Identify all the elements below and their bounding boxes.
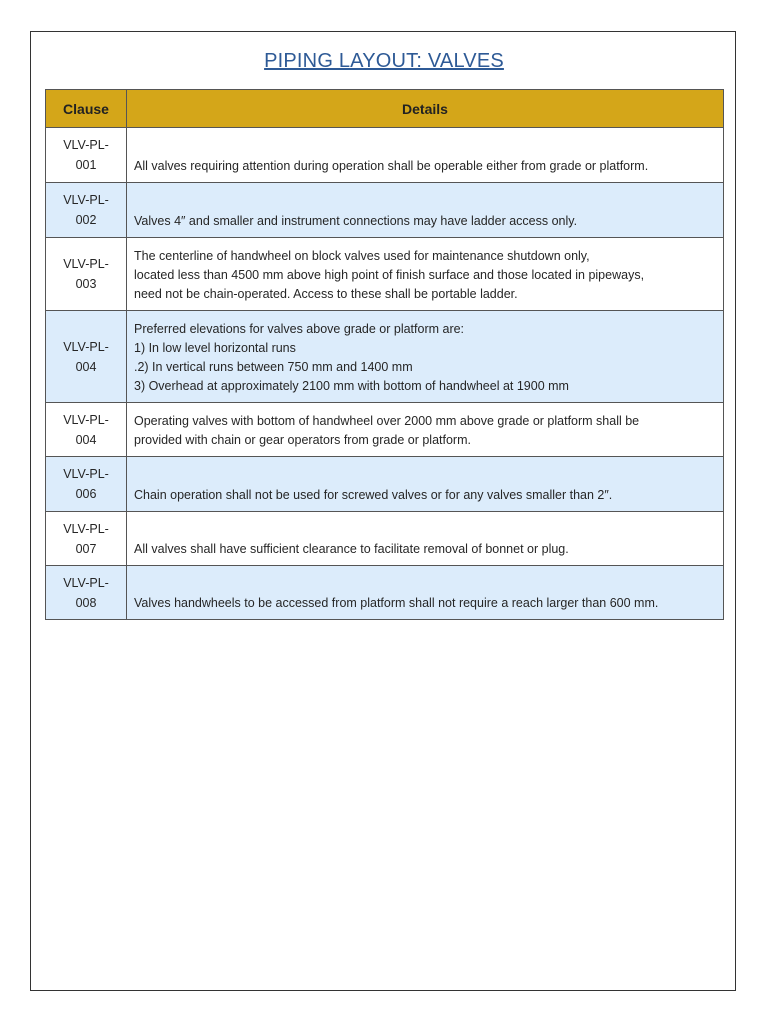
page-title: PIPING LAYOUT: VALVES — [264, 50, 504, 72]
clause-id: VLV-PL- 002 — [46, 183, 127, 238]
clause-details: Chain operation shall not be used for screwed valves or for any valves smaller than 2″. — [127, 457, 724, 512]
table-row — [46, 566, 724, 620]
clause-details: Preferred elevations for valves above grade or platform are: 1) In low level horizontal runs .2) In vertical runs between 750 mm and 1400 mm 3) Overhead at approximately 2100 mm with bottom of handwheel at 1900 mm — [127, 311, 724, 403]
table-row — [46, 403, 724, 457]
clause-column-header: Clause — [46, 90, 127, 128]
clause-id: VLV-PL- 004 — [46, 403, 127, 457]
table-row — [46, 512, 724, 566]
clause-details: All valves requiring attention during operation shall be operable either from grade or platform. — [127, 128, 724, 183]
table-row — [46, 128, 724, 183]
clause-table — [45, 89, 724, 620]
clause-id: VLV-PL- 007 — [46, 512, 127, 566]
table-row — [46, 238, 724, 311]
clause-details: Valves 4″ and smaller and instrument connections may have ladder access only. — [127, 183, 724, 238]
table-row — [46, 311, 724, 403]
details-column-header: Details — [127, 90, 724, 128]
table-row — [46, 457, 724, 512]
clause-details: Valves handwheels to be accessed from platform shall not require a reach larger than 600 mm. — [127, 566, 724, 620]
clause-id: VLV-PL- 008 — [46, 566, 127, 620]
clause-id: VLV-PL- 003 — [46, 238, 127, 311]
clause-id: VLV-PL- 004 — [46, 311, 127, 403]
clause-details: The centerline of handwheel on block valves used for maintenance shutdown only, located less than 4500 mm above high point of finish surface and those located in pipeways, need not be chain-operated. Access to these shall be portable ladder. — [127, 238, 724, 311]
table-row — [46, 183, 724, 238]
table-header-row — [46, 90, 724, 128]
clause-id: VLV-PL- 006 — [46, 457, 127, 512]
clause-details: All valves shall have sufficient clearance to facilitate removal of bonnet or plug. — [127, 512, 724, 566]
clause-details: Operating valves with bottom of handwheel over 2000 mm above grade or platform shall be provided with chain or gear operators from grade or platform. — [127, 403, 724, 457]
clause-id: VLV-PL- 001 — [46, 128, 127, 183]
